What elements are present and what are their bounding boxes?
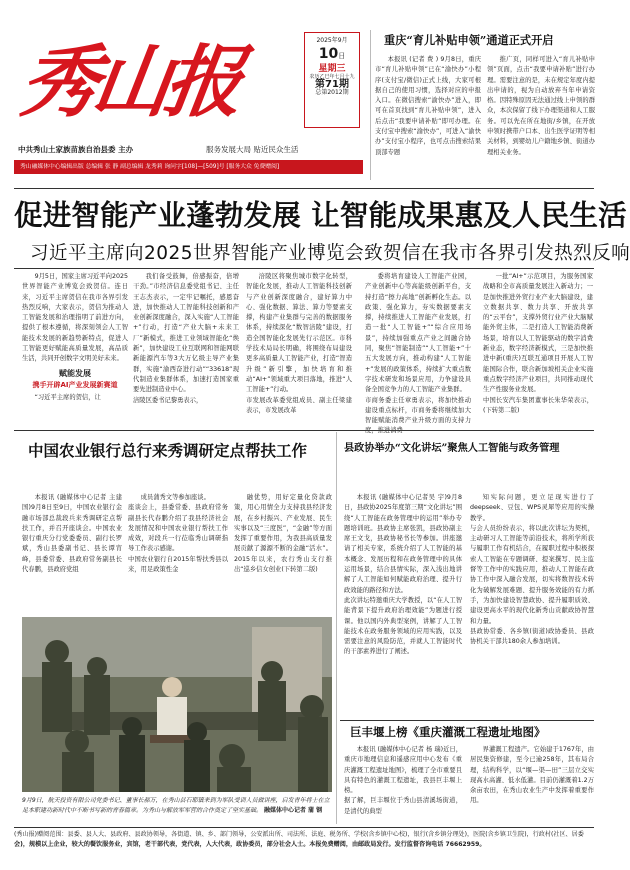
footer-line-1: (秀山报)赠阅范围：县委、县人大、县政府、县政协领导，各街道、镇、乡、部门领导，公安派出所、司法所、法庭、税务所、学校(含乡镇中心校)，银行(含乡镇分理处)，医院(含乡镇卫生院)，行政村(社区、居委 (14, 831, 584, 838)
masthead-divider (370, 30, 371, 180)
story4-title: 巨丰堰上榜《重庆灌溉工程遗址地图》 (350, 725, 546, 739)
lead-col-3: 涪陵区将聚焦城市数字化转型，智能化发展，推动人工智能科技创新与产业创新深度融合，建好算力中心、强化数据、算法、算力等要素支撑，构建产业集群与完善的数据服务体系，持续深化“数智涪陵”建设，打造全国智能化发展先行示范区。市科学技术局局长明确，将围绕布局建设更多高质量人工智能产业，打造“智造升级”新引擎，加快培育和推动“AI+”领域重大项目落地，推进“人工智能+”行动。 市发展改革委党组成员、副主任梁建表示，市发展改革 (246, 273, 352, 414)
date-day: 10 (318, 46, 339, 62)
date-weekday: 星期三 (305, 65, 359, 73)
story2-col-3: 融优势，用好定量化贷款政策，用心用情全力支持我县经济发展，在乡村振兴、产业发展、民生实事以及“三度医”，“金融”等方面发挥了重要作用，为我县高质量发展贡献了源源不断的金融“活水”。2015年以来，农行秀山支行推出“巡乡信女创业(下转第二版) (234, 494, 332, 574)
lead-subhead: 习近平主席向2025世界智能产业博览会致贺信在我市各界引发热烈反响 (30, 243, 630, 264)
rule-footer (14, 827, 594, 828)
rule-mid (14, 430, 594, 431)
top-right-title: 重庆“育儿补贴申领”通道正式开启 (384, 33, 554, 47)
story2-title: 中国农业银行总行来秀调研定点帮扶工作 (28, 441, 308, 460)
story2-col-2: 成员蒲秀文等参加座谈。 座谈会上，县委常委、县政府常务副县长代春鹏介绍了我县经济社会发展情况和中国农业银行帮扶工作成效，对段兵一行莅临秀山调研指导工作表示感谢。 中国农业银行自2015年帮扶秀县以来，用足政策性金 (128, 494, 228, 574)
issue-number: 第71期 (315, 79, 349, 90)
lead-col-4: 委将培育建设人工智能产业园，产业创新中心等高能级创新平台，支持打造“擦力高地”创新孵化生态。以政策、强化算力，夯实数据要素支撑，持续推进人工智能产业发展，打造一批“人工智能+”“综合应用场景”，持续加强重点产业之间融合协同，聚焦“智能制造”“人工智能+”十五大发展方向，推动构建“人工智能+”发展的政策体系，持续扩大重点数字技术研发和场景应用，力争建设具备全国竞争力的人工智能产业集群。 市商务委主任章勇表示，将加快推动建设重点标杆，市商务委将继续加大智能赋能消费产业升级方面的支持力 (365, 273, 471, 425)
date-box (304, 32, 360, 128)
masthead-logo: 秀山报 (14, 37, 244, 128)
masthead-sponsor: 中共秀山土家族苗族自治县委 主办 (18, 145, 134, 154)
top-right-col-1: 本报讯 (记者 费 ) 9月8日，重庆市“育儿补贴申领”已在“渝快办”小程序(支付宝/微信)正式上线，大家可根据自己的使用习惯，选择对应的申报入口。在微信搜索“渝快办”进入，即可在首页找到“育儿补贴申领”，进入后点击“我要申请补贴”即可办理。在支付宝中搜索“渝快办”，可进入“渝快办”支付宝小程序，也可点击搜索结果顶部专题 (375, 56, 481, 156)
lead-headline: 促进智能产业蓬勃发展 让智能成果惠及人民生活 (14, 198, 627, 232)
masthead-info-bar: 秀山融媒体中心编辑出版 总编辑 张 静 副总编辑 龙秀莉 询问字[108]—[509]号 [服务大众 免费赠阅] (14, 160, 363, 174)
photo-credit: 融媒体中心记者 蒲 钢 (263, 806, 323, 814)
date-day-unit: 日 (338, 52, 346, 60)
date-year-month: 2025年9月 (316, 37, 348, 44)
top-right-col-2: 推广页，同样可进入“育儿补贴申领”页面，点击“我要申请补贴”进行办理。需要注意的是，未在规定年度内提出申请的，视为自动放弃当年申请资格。因特殊原因无法通过线上申领的群众，本次保留了线下办理渠道和人工服务。可以先在所在地街/乡镇，在开放申领时携带户口本、出生医学证明等相关材料，到婴幼儿户籍地乡镇、街道办理相关业务。 (487, 56, 595, 156)
footer-distribution (14, 830, 594, 850)
mid-divider (336, 432, 337, 824)
story3-col-1: 本报讯 (融媒体中心记者吴 宇)9月8日，县政协2025年度第三期“文化讲坛”围绕“人工智能在政务管理中的运用”举办专题培训班。县政协主席张凯，县政协副主席王文戈，县政协秘书长等参加。讲座邀请了相关专家，系统介绍了人工智能的基本概念、发展历程和在政务管理中的具体运用场景，结合县情实际，深入浅出地讲解了人工智能如何赋能政府治理、提升行政效能的路径和方法。 此次讲坛特邀重庆大学教授，以“在人工智能背景下提升政府治理效能”为题进行授课。他以国内外典型案例，讲解了人工智能技术在政务服务领域的应用实践，以及需要注意的风险防范，并就人工智能时代的干部素养进行了阐述。 (344, 494, 462, 656)
lead-subsection-title: 赋能发展 (59, 368, 91, 378)
rule-lead (14, 268, 594, 269)
rule-top (14, 188, 594, 189)
story2-photo (22, 617, 332, 792)
masthead-slogan: 服务发展大局 贴近民众生活 (206, 145, 299, 154)
footer-line-2: 会)，规模以上企业，较大的餐饮服务业，宾馆，老干部代表，党代表，人大代表，政协委员，部分社会人士。本报免费赠阅，由邮政局发行。发行监督咨询电话 76662959。 (14, 841, 486, 848)
story4-col-1: 本报讯 (融媒体中心记者 杨 瑞)近日，重庆市地理信息和遥感应用中心发布《重庆灌溉工程遗址地图》，梳理了全市重要且具有特色的灌溉工程遗址，我县巨丰堰上榜。 据了解，巨丰堰位于秀山县清溪场街道，是清代的典型 (344, 746, 462, 815)
story2-col-1: 本报讯 (融媒体中心记者 主建国)9月8日至9日，中国农业银行金融市场部总裁段兵来秀调研定点帮扶工作，并召开座谈会。中国农业银行重庆分行党委委员、副行长罗斌，秀山县委副书记、县长谭宵峰，县委常委、县政府常务副县长代春鹏，县政府党组 (22, 494, 122, 574)
story4-col-2: 界灌溉工程遗产。它始建于1767年，由居民集资修建，至今已逾258年，其布局合理，结构科学，以“堰—渠—田”三层立交实现高水高灌、低水低灌。目前仍灌溉着1.2万余亩农田，在秀山农业生产中发挥着重要作用。 (470, 746, 594, 805)
story3-col-2: 知实际问题，更立足现实进行了deepseek、豆包、WPS灵犀等应用的实操教学。 与会人员纷纷表示，将以此次讲坛为契机，主动研习人工智能等前沿技术，将所学所获与履职工作有机结合，在履职过程中积极探索人工智能在专题调研、提案撰写、民主监督等工作中的实践应用，推动人工智能在政协工作中深入融合发展，切实将数智技术转化为破解发展难题、提升服务效能的有力抓手，为加快建设智慧政协、提升履职质效、建设更高水平的现代化新秀山贡献政协智慧和力量。 县政协常委、各乡镇(街道)政协委员、县政协机关干部共180余人参加培训。 (470, 494, 594, 646)
rule-story4 (340, 720, 594, 721)
story2-caption: 9月9日，航天投资有限公司党委书记、董事长郝万，在秀山县石耶镇来到为军队受训人员做讲座，启发青年将士在立足本职建功新时代中不断书写新的青春篇章。为秀山与解放军军营的合作奠定了坚实基础。 融媒体中心记者 蒲 钢 (22, 797, 330, 814)
date-lunar: 农历乙巳年七月十九 (309, 74, 355, 80)
lead-col-5: 一批“AI+”示范项目，为服务国家战略和全市高质量发展注入新动力；一是加快推进外贸行业产业大脑建设，建立数据共享、数力共享、开放共享的“云平台”，支撑外贸行业产业大脑赋能外贸主体，二是打造人工智能消费新场景，培育以人工智能驱动的数字消费新业态，数字经济新模式，三是加快推进中新(重庆)互联互通项目开展人工智能国际合作，联合新加坡相关企业实施重点数字经济产业项目，共同推动现代生产性服务业发展。 中国长安汽车集团董事长朱华荣表示，(下转第二版) (483, 273, 593, 414)
lead-col-1: 9月5日，国家主席习近平向2025世界智能产业博览会致贺信。连日来，习近平主席贺信在我市各界引发热烈反响，大家表示，贺信为推动人工智能发展和治理指明了前进方向，提供了根本遵循，将深刻领会人工智能技术发展的新趋势新特点，促进人工智能更好赋能高质量发展，高品质生活，共同开创数字文明美好未来。 赋能发展 携手开辟AI产业发展新赛道 “习近平主席的贺信，让 (22, 273, 128, 401)
story3-title: 县政协举办“文化讲坛”聚焦人工智能与政务管理 (344, 442, 560, 454)
lead-subsection-subtitle: 携手开辟AI产业发展新赛道 (32, 380, 118, 389)
lead-col-2: 我们备受鼓舞，倍感振奋，倍增干劲。”市经济信息委党组书记、主任王志杰表示，一定牢记嘱托，感恩奋进，加快推动人工智能科技创新和产业创新深度融合，深入实施“人工智能+”行动，打造“产业大脑+未来工厂”新模式，推进工业领域智能化“焕新”，加快建设工业互联网和智能网联新能源汽车等3大万亿级主导产业集群，实施“渝西奋进行动”“33618”现代制造业集群体系，加速打造国家重要先进制造业中心。 涪陵区委书记黎勇表示， (133, 273, 239, 404)
total-issue: 总第2012期 (315, 89, 349, 96)
